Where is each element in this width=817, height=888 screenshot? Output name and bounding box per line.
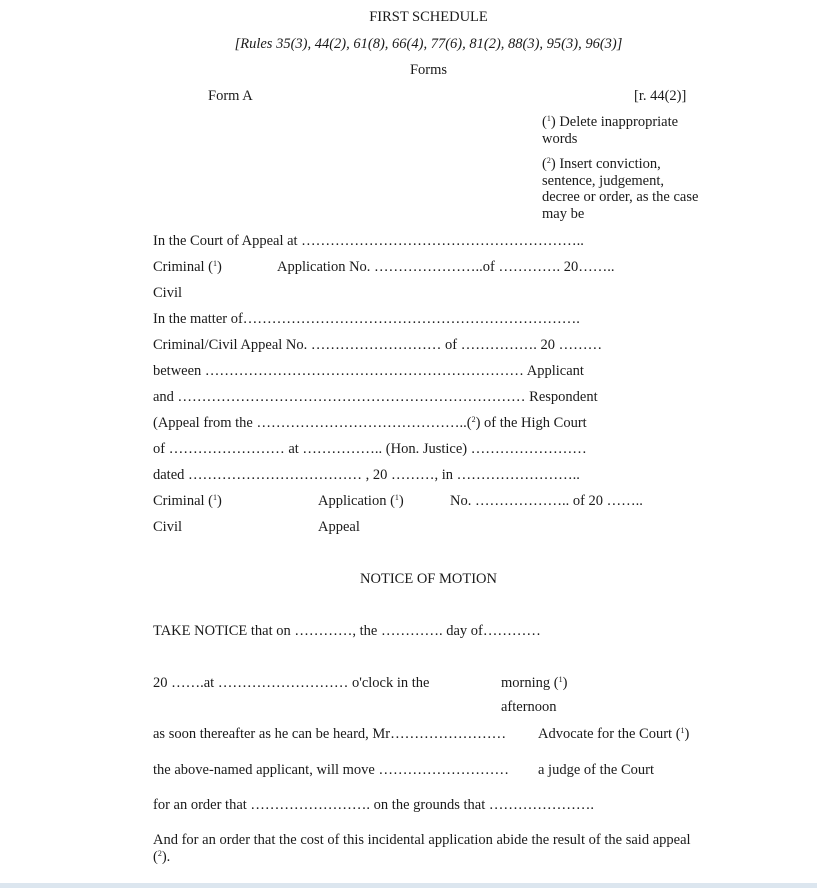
time-line: 20 …….at ……………………… o'clock in the [153, 675, 430, 691]
schedule-title: FIRST SCHEDULE [369, 9, 488, 25]
order-line: for an order that ……………………. on the grounds that …………………. [153, 797, 594, 813]
bottom-border [0, 883, 817, 888]
matter-line: In the matter of……………………………………………………………. [153, 311, 580, 327]
form-name: Form A [208, 88, 253, 104]
morning-option: morning ($^1$) [501, 675, 568, 691]
court-line: In the Court of Appeal at ………………………………………………….. [153, 233, 584, 249]
between-line: between ………………………………………………………… Applicant [153, 363, 584, 379]
cost-paragraph: And for an order that the cost of this incidental application abide the result of the said appeal ($^2$). [153, 832, 691, 865]
number-line: No. ……………….. of 20 …….. [450, 493, 643, 509]
civil-option-2: Civil [153, 519, 183, 535]
margin-note-2: ($^2$) Insert conviction, sentence, judgement, decree or order, as the case may be [542, 156, 699, 222]
judge-option: a judge of the Court [538, 762, 654, 778]
notice-title: NOTICE OF MOTION [360, 571, 497, 587]
application-option: Application ($^1$) [318, 493, 404, 509]
application-number-line: Application No. …………………..of …………. 20…….. [277, 259, 615, 275]
rules-reference: [Rules 35(3), 44(2), 61(8), 66(4), 77(6), 81(2), 88(3), 95(3), 96(3)] [234, 36, 623, 52]
and-line: and ……………………………………………………………… Respondent [153, 389, 598, 405]
move-line: the above-named applicant, will move ……………………… [153, 762, 509, 778]
margin-note-1: ($^1$) Delete inappropriate words [542, 114, 679, 147]
forms-heading: Forms [409, 62, 448, 78]
civil-option: Civil [153, 285, 183, 301]
take-notice-line: TAKE NOTICE that on …………, the …………. day of………… [153, 623, 541, 639]
criminal-option-2: Criminal ($^1$) [153, 493, 222, 509]
of-line: of …………………… at …………….. (Hon. Justice) …………………… [153, 441, 587, 457]
criminal-option: Criminal ($^1$) [153, 259, 222, 275]
afternoon-option: afternoon [501, 699, 557, 715]
advocate-option: Advocate for the Court ($^1$) [538, 726, 690, 742]
appeal-from-line: (Appeal from the ……………………………………..($^2$) of the High Court [153, 415, 587, 431]
appeal-option: Appeal [318, 519, 360, 535]
appeal-number-line: Criminal/Civil Appeal No. ……………………… of ……………. 20 ……… [153, 337, 603, 353]
dated-line: dated ……………………………… , 20 ………, in …………………….. [153, 467, 580, 483]
form-rule-ref: [r. 44(2)] [634, 88, 687, 104]
heard-line: as soon thereafter as he can be heard, Mr…………………… [153, 726, 507, 742]
